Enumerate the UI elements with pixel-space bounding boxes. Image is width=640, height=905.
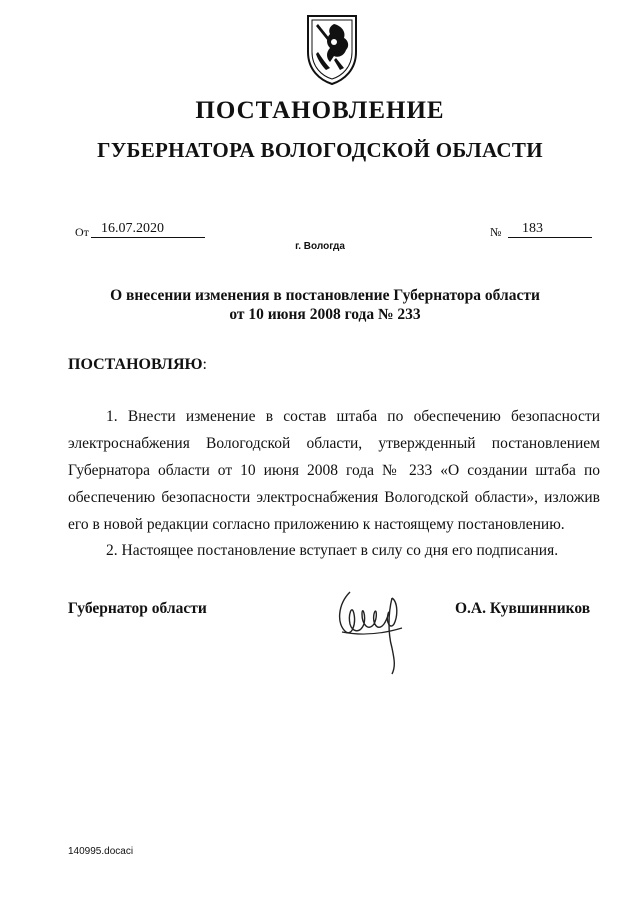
document-subject bbox=[60, 286, 590, 324]
document-subtitle: ГУБЕРНАТОРА ВОЛОГОДСКОЙ ОБЛАСТИ bbox=[97, 138, 543, 162]
decree-word: ПОСТАНОВЛЯЮ bbox=[68, 356, 203, 373]
date-label: От bbox=[75, 225, 89, 239]
handwritten-signature-icon bbox=[332, 584, 422, 676]
subject-line-1: О внесении изменения в постановление Губернатора области bbox=[110, 287, 540, 304]
decree-heading bbox=[68, 356, 207, 374]
date-value: 16.07.2020 bbox=[91, 221, 205, 238]
number-value: 183 bbox=[508, 221, 592, 238]
city: г. Вологда bbox=[295, 241, 345, 252]
footer-filename: 140995.docaci bbox=[68, 846, 134, 857]
signatory-name: О.А. Кувшинников bbox=[455, 600, 591, 617]
document-title: ПОСТАНОВЛЕНИЕ bbox=[195, 97, 445, 124]
subject-line-2: от 10 июня 2008 года № 233 bbox=[229, 306, 421, 323]
paragraph-2: 2. Настоящее постановление вступает в силу со дня его подписания. bbox=[106, 542, 559, 559]
coat-of-arms-icon bbox=[304, 12, 360, 86]
signatory-title: Губернатор области bbox=[68, 600, 207, 617]
number-label: № bbox=[490, 225, 502, 239]
decree-colon: : bbox=[202, 356, 207, 373]
paragraph-1: 1. Внести изменение в состав штаба по обеспечению безопасности электроснабжения Вологодской области, утвержденный постановлением Губернатора области от 10 июня 2008 года № 233 «О создании штаба по обеспечению безопасности электроснабжения Вологодской области», изложив его в новой редакции согласно приложению к настоящему постановлению. bbox=[68, 408, 600, 533]
